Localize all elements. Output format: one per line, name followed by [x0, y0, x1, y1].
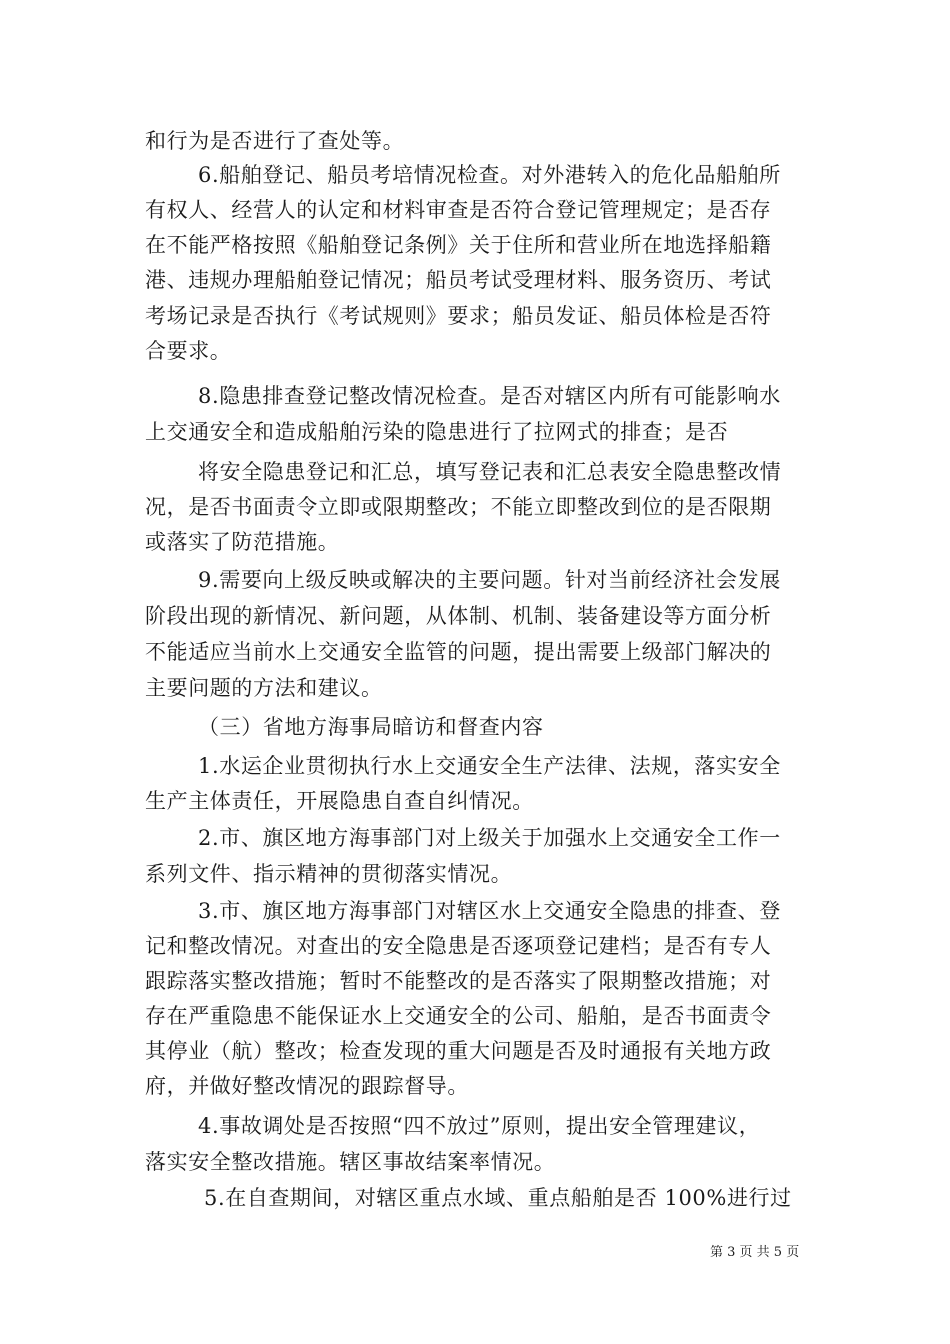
paragraph-line: 和行为是否进行了查处等。 [145, 129, 405, 153]
paragraph-line: 落实安全整改措施。辖区事故结案率情况。 [145, 1150, 556, 1174]
paragraph-line: 阶段出现的新情况、新问题，从体制、机制、装备建设等方面分析 [145, 604, 772, 628]
paragraph-line: 系列文件、指示精神的贯彻落实情况。 [145, 862, 513, 886]
paragraph-line: 府，并做好整改情况的跟踪督导。 [145, 1074, 469, 1098]
paragraph-line: 9.需要向上级反映或解决的主要问题。针对当前经济社会发展 [198, 568, 781, 592]
paragraph-line: 或落实了防范措施。 [145, 530, 340, 554]
paragraph-line: 考场记录是否执行《考试规则》要求；船员发证、船员体检是否符 [145, 304, 772, 328]
paragraph-line: 1.水运企业贯彻执行水上交通安全生产法律、法规，落实安全 [198, 754, 781, 778]
paragraph-line: 合要求。 [145, 339, 232, 363]
paragraph-line: 况，是否书面责令立即或限期整改；不能立即整改到位的是否限期 [145, 495, 772, 519]
paragraph-line: 5.在自查期间，对辖区重点水域、重点船舶是否 100%进行过 [204, 1186, 792, 1210]
paragraph-line: 有权人、经营人的认定和材料审查是否符合登记管理规定；是否存 [145, 198, 772, 222]
paragraph-line: 6.船舶登记、船员考培情况检查。对外港转入的危化品船舶所 [198, 163, 781, 187]
paragraph-line: 3.市、旗区地方海事部门对辖区水上交通安全隐患的排查、登 [198, 899, 781, 923]
paragraph-line: 存在严重隐患不能保证水上交通安全的公司、船舶，是否书面责令 [145, 1004, 772, 1028]
paragraph-line: 生产主体责任，开展隐患自查自纠情况。 [145, 789, 534, 813]
paragraph-line: 港、违规办理船舶登记情况；船员考试受理材料、服务资历、考试 [145, 268, 772, 292]
paragraph-line: 将安全隐患登记和汇总，填写登记表和汇总表安全隐患整改情 [198, 460, 782, 484]
paragraph-line: 跟踪落实整改措施；暂时不能整改的是否落实了限期整改措施；对 [145, 969, 772, 993]
paragraph-line: 不能适应当前水上交通安全监管的问题，提出需要上级部门解决的 [145, 640, 772, 664]
paragraph-line: 在不能严格按照《船舶登记条例》关于住所和营业所在地选择船籍 [145, 233, 772, 257]
paragraph-line: 8.隐患排查登记整改情况检查。是否对辖区内所有可能影响水 [198, 384, 781, 408]
section-heading: （三）省地方海事局暗访和督查内容 [198, 715, 544, 739]
page-number: 第 3 页 共 5 页 [710, 1245, 800, 1260]
paragraph-line: 其停业（航）整改；检查发现的重大问题是否及时通报有关地方政 [145, 1039, 772, 1063]
paragraph-line: 记和整改情况。对查出的安全隐患是否逐项登记建档；是否有专人 [145, 934, 772, 958]
paragraph-line: 上交通安全和造成船舶污染的隐患进行了拉网式的排查；是否 [145, 420, 729, 444]
paragraph-line: 4.事故调处是否按照“四不放过”原则，提出安全管理建议， [198, 1114, 761, 1138]
paragraph-line: 主要问题的方法和建议。 [145, 676, 383, 700]
paragraph-line: 2.市、旗区地方海事部门对上级关于加强水上交通安全工作一 [198, 826, 781, 850]
